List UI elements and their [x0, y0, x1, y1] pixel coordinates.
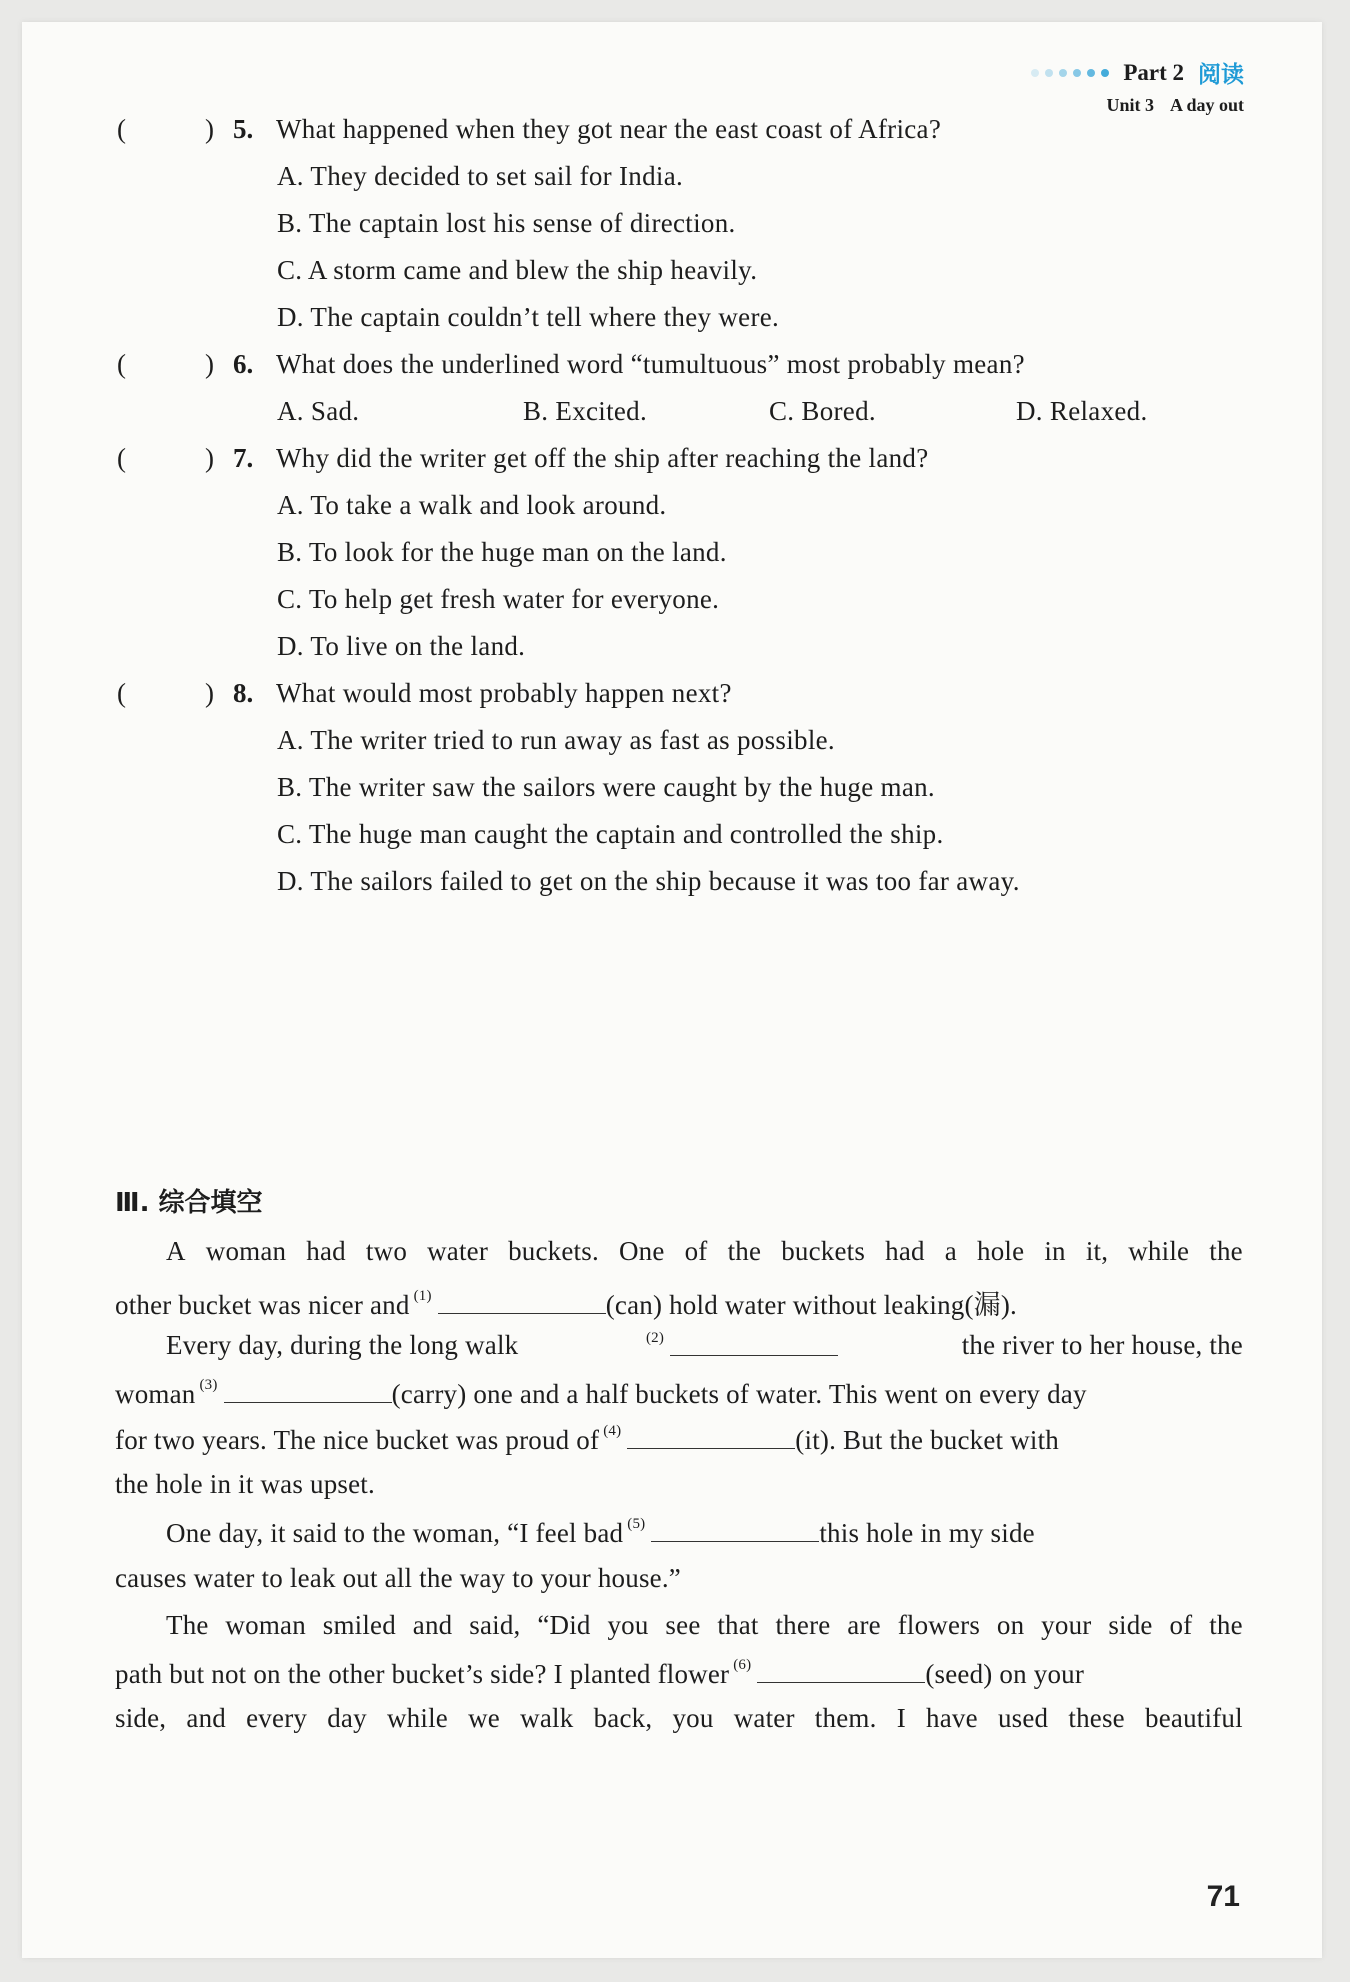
word: “Did	[537, 1610, 591, 1640]
word: smiled	[322, 1610, 396, 1640]
option-a: A. They decided to set sail for India.	[277, 161, 684, 191]
option-d: D. To live on the land.	[277, 631, 526, 661]
option-c: C. Bored.	[769, 396, 876, 426]
blank-number: (6)	[733, 1657, 752, 1673]
word: these	[1068, 1703, 1125, 1733]
word: back,	[593, 1703, 653, 1733]
word: and	[186, 1703, 226, 1733]
word: you	[672, 1703, 714, 1733]
word: that	[717, 1610, 759, 1640]
blank-number: (3)	[199, 1377, 218, 1393]
option-a: A. Sad.	[277, 396, 360, 426]
word: it,	[1085, 1236, 1109, 1266]
word: are	[847, 1610, 881, 1640]
word: day	[327, 1703, 367, 1733]
option-b: B. The writer saw the sailors were caught by the huge man.	[277, 772, 935, 802]
paragraph-line	[166, 1610, 1243, 1641]
text-segment: (seed) on your	[925, 1659, 1085, 1689]
word: there	[775, 1610, 831, 1640]
option-c: C. A storm came and blew the ship heavily.	[277, 255, 758, 285]
answer-paren-close: )	[205, 678, 214, 708]
option-c: C. The huge man caught the captain and controlled the ship.	[277, 819, 944, 849]
answer-blank-3[interactable]	[224, 1378, 392, 1403]
word: used	[997, 1703, 1049, 1733]
word: The	[166, 1610, 209, 1640]
paragraph-line: the hole in it was upset.	[115, 1469, 375, 1499]
word: every	[246, 1703, 308, 1733]
paragraph-line	[166, 1236, 1243, 1267]
paragraph-line	[115, 1703, 1243, 1734]
blank-number: (4)	[603, 1423, 622, 1439]
word: while	[386, 1703, 448, 1733]
question-number: 8.	[233, 678, 254, 708]
blank-number: (5)	[627, 1516, 646, 1532]
text-segment: (it). But the bucket with	[795, 1425, 1059, 1455]
option-a: A. The writer tried to run away as fast as possible.	[277, 725, 835, 755]
word: we	[468, 1703, 500, 1733]
text-segment: (can) hold water without leaking(漏).	[605, 1290, 1018, 1320]
word: you	[607, 1610, 649, 1640]
question-number: 6.	[233, 349, 254, 379]
answer-paren-open[interactable]: (	[117, 443, 126, 473]
paragraph-line	[115, 1657, 1243, 1690]
question-text: What would most probably happen next?	[276, 678, 732, 708]
text-segment: One day, it said to the woman, “I feel bad	[166, 1518, 624, 1548]
word: see	[665, 1610, 701, 1640]
word: flowers	[897, 1610, 981, 1640]
word: water	[427, 1236, 489, 1266]
word: side	[1108, 1610, 1153, 1640]
paragraph-line: causes water to leak out all the way to your house.”	[115, 1563, 681, 1593]
text-segment: woman	[115, 1379, 196, 1409]
option-d: D. The captain couldn’t tell where they were.	[277, 302, 780, 332]
option-a: A. To take a walk and look around.	[277, 490, 667, 520]
word: hole	[977, 1236, 1025, 1266]
paragraph-line	[115, 1377, 1243, 1410]
unit-label	[1031, 95, 1244, 116]
word: had	[885, 1236, 925, 1266]
word: buckets	[781, 1236, 866, 1266]
section-title: Ⅲ. 综合填空	[115, 1188, 263, 1218]
answer-blank-2[interactable]	[670, 1331, 838, 1356]
question-number: 7.	[233, 443, 254, 473]
word: them.	[814, 1703, 877, 1733]
word: and	[412, 1610, 453, 1640]
answer-paren-close: )	[205, 349, 214, 379]
option-b: B. Excited.	[523, 396, 648, 426]
paragraph-line	[115, 1423, 1243, 1456]
word: the	[1209, 1610, 1243, 1640]
answer-blank-1[interactable]	[438, 1289, 606, 1314]
word: on	[996, 1610, 1025, 1640]
question-number: 5.	[233, 114, 254, 144]
blank-number: (1)	[413, 1288, 432, 1304]
option-c: C. To help get fresh water for everyone.	[277, 584, 720, 614]
word: One	[618, 1236, 665, 1266]
word: the	[727, 1236, 762, 1266]
word: a	[944, 1236, 957, 1266]
paragraph-line	[166, 1330, 1243, 1363]
option-b: B. The captain lost his sense of direction.	[277, 208, 736, 238]
answer-blank-5[interactable]	[651, 1517, 819, 1542]
text-segment: Every day, during the long walk	[166, 1330, 519, 1360]
word: I	[896, 1703, 906, 1733]
answer-blank-4[interactable]	[627, 1424, 795, 1449]
text-segment: the river to her house, the	[961, 1330, 1243, 1360]
word: two	[365, 1236, 408, 1266]
word: had	[306, 1236, 346, 1266]
answer-paren-open[interactable]: (	[117, 349, 126, 379]
answer-paren-close: )	[205, 443, 214, 473]
question-text: What happened when they got near the east coast of Africa?	[276, 114, 942, 144]
question-text: Why did the writer get off the ship after reaching the land?	[276, 443, 929, 473]
word: the	[1209, 1236, 1243, 1266]
text-segment: path but not on the other bucket’s side? I planted flower	[115, 1659, 730, 1689]
question-text: What does the underlined word “tumultuous” most probably mean?	[276, 349, 1025, 379]
word: woman	[225, 1610, 306, 1640]
paragraph-line	[115, 1283, 1243, 1322]
word: said,	[469, 1610, 521, 1640]
answer-paren-close: )	[205, 114, 214, 144]
option-d: D. Relaxed.	[1016, 396, 1148, 426]
word: of	[684, 1236, 708, 1266]
option-d: D. The sailors failed to get on the ship because it was too far away.	[277, 866, 1020, 896]
answer-paren-open[interactable]: (	[117, 114, 126, 144]
decorative-dots-icon	[1031, 69, 1109, 77]
blank-number: (2)	[645, 1330, 665, 1346]
answer-paren-open[interactable]: (	[117, 678, 126, 708]
word: side,	[115, 1703, 167, 1733]
word: buckets.	[508, 1236, 599, 1266]
word: your	[1041, 1610, 1092, 1640]
text-segment: this hole in my side	[819, 1518, 1035, 1548]
word: woman	[205, 1236, 287, 1266]
word: walk	[520, 1703, 574, 1733]
word: beautiful	[1145, 1703, 1243, 1733]
word: while	[1128, 1236, 1190, 1266]
text-segment: other bucket was nicer and	[115, 1290, 410, 1320]
word: in	[1044, 1236, 1066, 1266]
paragraph-line	[166, 1516, 1243, 1549]
text-segment: (carry) one and a half buckets of water. This went on every day	[391, 1379, 1087, 1409]
part-cn-label: 阅读	[1198, 62, 1244, 88]
page-header	[1031, 56, 1244, 116]
page	[22, 22, 1322, 1958]
page-number: 71	[1206, 1880, 1240, 1913]
text-segment: for two years. The nice bucket was proud of	[115, 1425, 600, 1455]
unit-number: Unit 3	[1106, 95, 1154, 115]
part-label: Part 2	[1123, 59, 1184, 85]
answer-blank-6[interactable]	[757, 1658, 925, 1683]
option-b: B. To look for the huge man on the land.	[277, 537, 727, 567]
unit-title: A day out	[1169, 95, 1244, 115]
word: of	[1169, 1610, 1193, 1640]
word: water	[733, 1703, 795, 1733]
word: A	[166, 1236, 186, 1266]
word: have	[926, 1703, 978, 1733]
